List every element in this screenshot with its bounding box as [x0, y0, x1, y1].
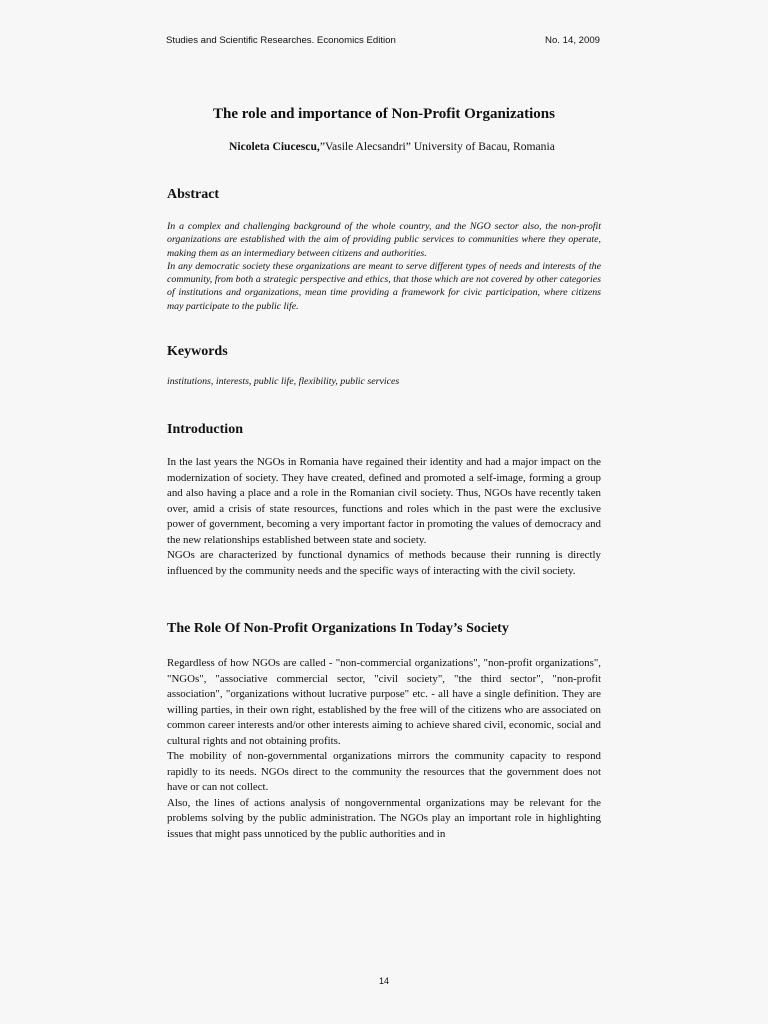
- author-line: [229, 140, 555, 153]
- page-number: 14: [378, 976, 389, 986]
- keywords-text: institutions, interests, public life, flexibility, public services: [167, 376, 400, 387]
- abstract-body: [167, 220, 601, 313]
- introduction-paragraph: NGOs are characterized by functional dynamics of methods because their running is directly influenced by the community needs and the specific ways of interacting with the civil society.: [167, 549, 601, 577]
- paper-title: The role and importance of Non-Profit Organizations: [213, 106, 555, 122]
- introduction-paragraph: In the last years the NGOs in Romania have regained their identity and had a major impact on the modernization of society. They have created, defined and promoted a self-image, forming a group and also having a place and a role in the Romanian civil society. Thus, NGOs have recently taken over, amid a crisis of state resources, functions and roles which in the past were the exclusive power of government, becoming a very important factor in promoting the values of democracy and the new relationships established between state and society.: [167, 456, 601, 546]
- issue-number: No. 14, 2009: [545, 35, 600, 46]
- role-section-paragraph: Also, the lines of actions analysis of nongovernmental organizations may be relevant for the problems solving by the public administration. The NGOs play an important role in highlighting issues that might pass unnoticed by the public authorities and in: [167, 796, 601, 840]
- role-section-heading: The Role Of Non-Profit Organizations In Today’s Society: [167, 621, 509, 636]
- abstract-paragraph: In a complex and challenging background of the whole country, and the NGO sector also, the non-profit organizations are established with the aim of providing public services to communities where they operate, making them as an intermediary between citizens and authorities.: [167, 221, 601, 259]
- journal-header: Studies and Scientific Researches. Economics Edition: [166, 35, 396, 46]
- role-section-paragraph: Regardless of how NGOs are called - "non-commercial organizations", "non-profit organizations", "NGOs", "associative commercial sector, "civil society", "the third sector", "non-profit association", "organizations without lucrative purpose" etc. - all have a single definition. They are willing parties, in their own right, established by the free will of the citizens who are associated on common career interests and/or other interests aiming to achieve shared civil, economic, social and cultural rights and not obtaining profits.: [167, 657, 601, 747]
- introduction-heading: Introduction: [167, 422, 243, 437]
- introduction-body: [167, 455, 601, 579]
- role-section-paragraph: The mobility of non-governmental organizations mirrors the community capacity to respond rapidly to its needs. NGOs direct to the community the resources that the government does not have or can not collect.: [167, 750, 601, 793]
- abstract-heading: Abstract: [167, 187, 220, 202]
- author-name: Nicoleta Ciucescu,: [229, 140, 320, 153]
- keywords-heading: Keywords: [167, 344, 228, 359]
- author-affiliation: ”Vasile Alecsandri” University of Bacau, Romania: [319, 140, 555, 153]
- abstract-paragraph: In any democratic society these organizations are meant to serve different types of needs and interests of the community, from both a strategic perspective and ethics, that those which are not covered by other categories of institutions and organizations, mean time providing a framework for civic participation, where citizens may participate to the public life.: [167, 260, 601, 312]
- role-section-body: [167, 656, 601, 842]
